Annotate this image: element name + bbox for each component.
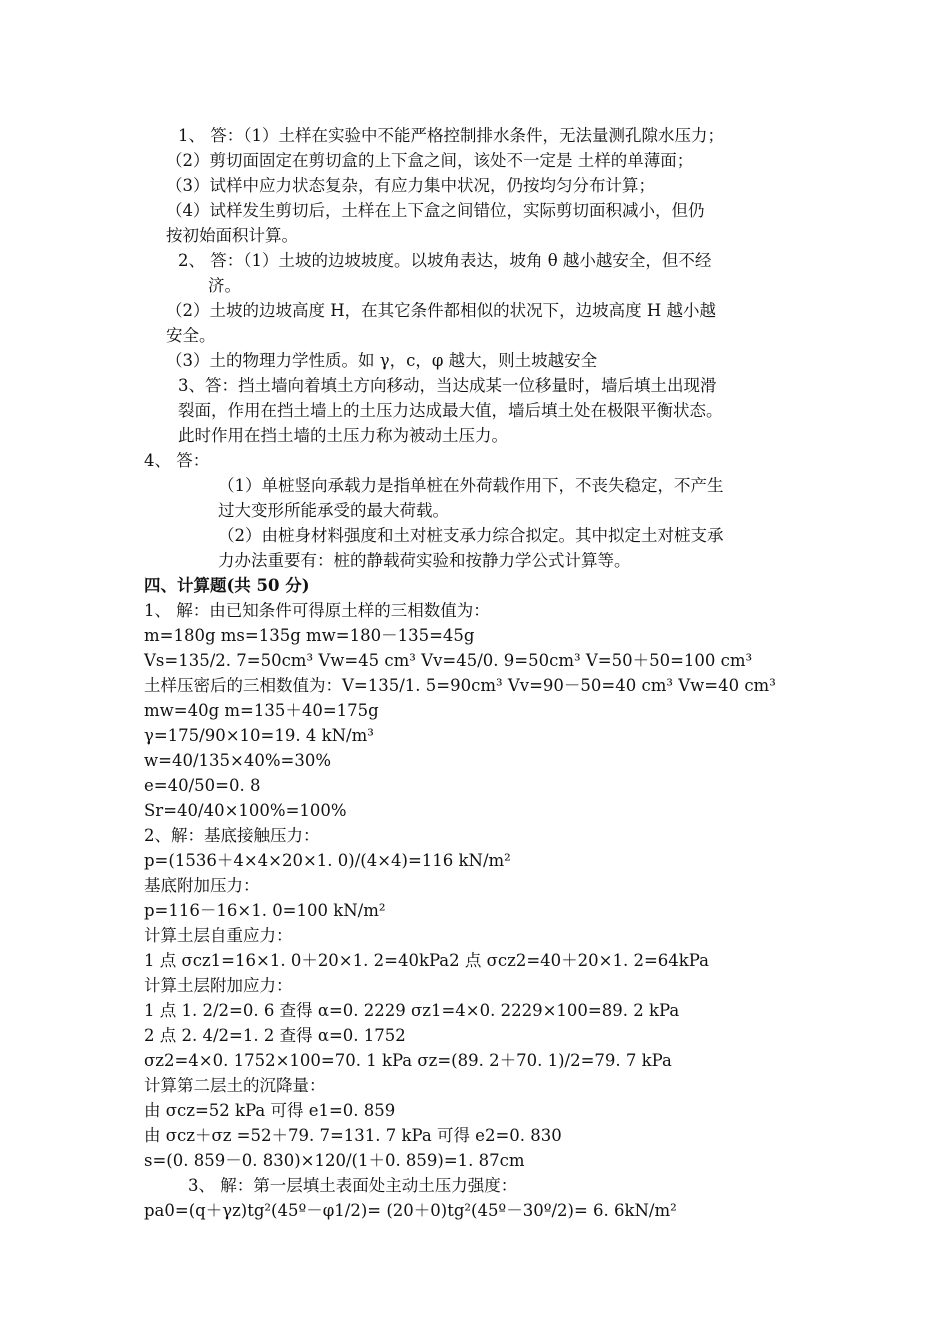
calc-2-settlement-label: 计算第二层土的沉降量： [144, 1076, 326, 1095]
calc-2-self-weight: 1 点 σcz1=16×1. 0＋20×1. 2=40kPa2 点 σcz2=40＋20×1. 2=64kPa [144, 951, 709, 970]
calc-1-compressed: 土样压密后的三相数值为：V=135/1. 5=90cm³ Vv=90－50=40 cm³ Vw=40 cm³ [144, 676, 776, 695]
answer-1-line-2: （2）剪切面固定在剪切盒的上下盒之间，该处不一定是 土样的单薄面； [166, 151, 694, 170]
calc-1-unit-weight: γ=175/90×10=19. 4 kN/m³ [144, 726, 374, 745]
answer-1-line-5: 按初始面积计算。 [166, 226, 298, 245]
answer-4-line-1: （1）单桩竖向承载力是指单桩在外荷载作用下，不丧失稳定，不产生 [218, 476, 724, 495]
calc-1-intro: 1、 解：由已知条件可得原土样的三相数值为： [144, 601, 490, 620]
answer-4-heading: 4、 答： [144, 451, 210, 470]
calc-2-settlement: s=(0. 859－0. 830)×120/(1＋0. 859)=1. 87cm [144, 1151, 525, 1170]
calc-2-self-weight-label: 计算土层自重应力： [144, 926, 293, 945]
calc-2-additional-label: 计算土层附加应力： [144, 976, 293, 995]
calc-2-added-pressure: p=116－16×1. 0=100 kN/m² [144, 901, 386, 920]
calc-1-volumes: Vs=135/2. 7=50cm³ Vw=45 cm³ Vv=45/0. 9=50cm³ V=50＋50=100 cm³ [144, 651, 753, 670]
answer-3-line-1: 3、答：挡土墙向着填土方向移动，当达成某一位移量时，墙后填土出现滑 [178, 376, 717, 395]
calc-1-void-ratio: e=40/50=0. 8 [144, 776, 261, 795]
calc-1-saturation: Sr=40/40×100%=100% [144, 801, 347, 820]
answer-3-line-3: 此时作用在挡土墙的土压力称为被动土压力。 [178, 426, 508, 445]
calc-2-e2: 由 σcz＋σz =52＋79. 7=131. 7 kPa 可得 e2=0. 830 [144, 1126, 562, 1145]
calc-2-contact-pressure: p=(1536＋4×4×20×1. 0)/(4×4)=116 kN/m² [144, 851, 511, 870]
calc-1-masses: m=180g ms=135g mw=180－135=45g [144, 626, 475, 645]
calc-2-intro: 2、解：基底接触压力： [144, 826, 320, 845]
answer-2-line-4: 安全。 [166, 326, 216, 345]
answer-4-line-3: （2）由桩身材料强度和土对桩支承力综合拟定。其中拟定土对桩支承 [218, 526, 724, 545]
calc-3-pressure: pa0=(q＋γz)tg²(45º－φ1/2)= (20＋0)tg²(45º－30º/2)= 6. 6kN/m² [144, 1201, 677, 1220]
answer-1-line-1: 1、 答：（1）土样在实验中不能严格控制排水条件，无法量测孔隙水压力； [178, 126, 724, 145]
calc-2-stress: σz2=4×0. 1752×100=70. 1 kPa σz=(89. 2＋70. 1)/2=79. 7 kPa [144, 1051, 672, 1070]
answer-2-line-1: 2、 答：（1）土坡的边坡坡度。以坡角表达，坡角 θ 越小越安全，但不经 [178, 251, 712, 270]
calc-2-point-1: 1 点 1. 2/2=0. 6 查得 α=0. 2229 σz1=4×0. 2229×100=89. 2 kPa [144, 1001, 680, 1020]
answer-1-line-3: （3）试样中应力状态复杂，有应力集中状况，仍按均匀分布计算； [166, 176, 655, 195]
answer-2-line-5: （3）土的物理力学性质。如 γ，c，φ 越大，则土坡越安全 [166, 351, 598, 370]
section-heading: 四、计算题(共 50 分) [144, 576, 310, 595]
calc-2-e1: 由 σcz=52 kPa 可得 e1=0. 859 [144, 1101, 396, 1120]
answer-4-line-4: 力办法重要有：桩的静载荷实验和按静力学公式计算等。 [218, 551, 631, 570]
calc-3-intro: 3、 解：第一层填土表面处主动土压力强度： [188, 1176, 518, 1195]
calc-2-added-label: 基底附加压力： [144, 876, 260, 895]
answer-1-line-4: （4）试样发生剪切后，土样在上下盒之间错位，实际剪切面积减小，但仍 [166, 201, 705, 220]
calc-1-compressed-mass: mw=40g m=135＋40=175g [144, 701, 379, 720]
calc-2-point-2: 2 点 2. 4/2=1. 2 查得 α=0. 1752 [144, 1026, 406, 1045]
answer-3-line-2: 裂面，作用在挡土墙上的土压力达成最大值，墙后填土处在极限平衡状态。 [178, 401, 723, 420]
answer-4-line-2: 过大变形所能承受的最大荷载。 [218, 501, 449, 520]
answer-2-line-2: 济。 [208, 276, 241, 295]
calc-1-water-content: w=40/135×40%=30% [144, 751, 331, 770]
answer-2-line-3: （2）土坡的边坡高度 H，在其它条件都相似的状况下，边坡高度 H 越小越 [166, 301, 717, 320]
